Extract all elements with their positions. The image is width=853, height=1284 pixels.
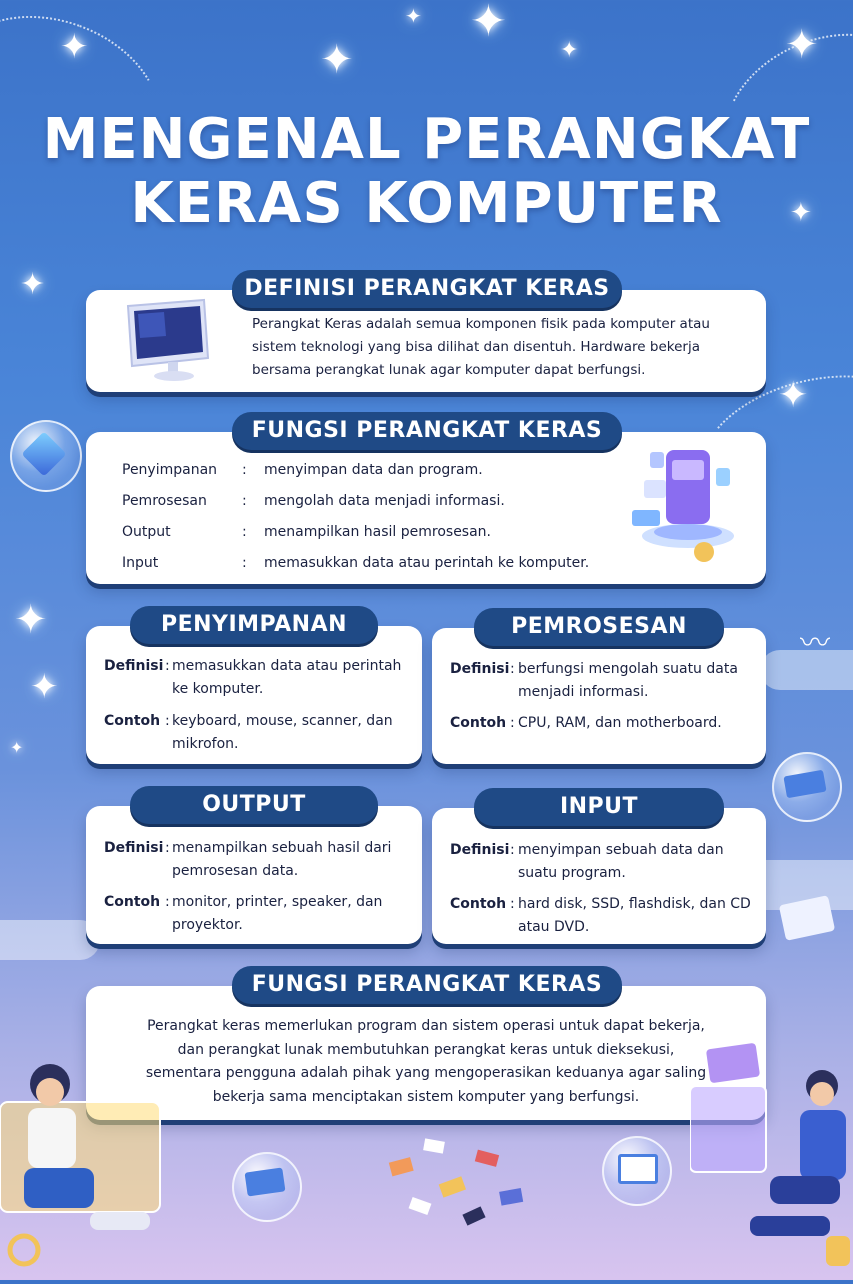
fungsi-row-label: Input <box>122 555 159 571</box>
definisi-value <box>172 655 412 701</box>
separator: : <box>165 658 170 674</box>
contoh-label: Contoh <box>450 715 507 731</box>
fungsi2-line: bekerja sama menciptakan sistem komputer yang berfungsi. <box>212 1088 640 1105</box>
definisi-value <box>518 658 758 704</box>
output-heading: OUTPUT <box>130 786 378 824</box>
contoh-line: proyektor. <box>172 917 243 933</box>
fungsi-row-value: memasukkan data atau perintah ke komputer. <box>264 555 590 571</box>
page-title-line2: KERAS KOMPUTER <box>130 171 723 236</box>
fungsi-row-label: Output <box>122 524 171 540</box>
definisi-line: berfungsi mengolah suatu data <box>518 661 738 677</box>
cloud-decoration <box>0 920 100 960</box>
sparkle-icon: ✦ <box>560 38 579 63</box>
fungsi-row-label: Pemrosesan <box>122 493 207 509</box>
fungsi2-line: dan perangkat lunak membutuhkan perangkat keras untuk dieksekusi, <box>177 1041 675 1058</box>
contoh-value <box>172 710 412 756</box>
monitor-icon <box>124 296 212 384</box>
sparkle-icon: ✦ <box>30 667 59 707</box>
sparkle-icon: ✦ <box>320 37 354 83</box>
data-dashboard-icon <box>630 440 740 580</box>
definisi-line: sistem teknologi yang bisa dilihat dan disentuh. Hardware bekerja <box>252 339 700 355</box>
bird-icon: 〰 <box>800 626 830 661</box>
definisi-label: Definisi <box>450 842 510 858</box>
definisi-line: pemrosesan data. <box>172 863 299 879</box>
contoh-line: CPU, RAM, dan motherboard. <box>518 715 722 731</box>
student-left-illustration <box>0 1062 200 1280</box>
definisi-value <box>172 837 412 883</box>
definisi-line: suatu program. <box>518 865 626 881</box>
contoh-line: monitor, printer, speaker, dan <box>172 894 383 910</box>
contoh-label: Contoh <box>104 894 161 910</box>
student-right-illustration <box>690 1066 853 1280</box>
definisi-line: Perangkat Keras adalah semua komponen fisik pada komputer atau <box>252 316 710 332</box>
penyimpanan-heading: PENYIMPANAN <box>130 606 378 644</box>
fungsi2-line: Perangkat keras memerlukan program dan sistem operasi untuk dapat bekerja, <box>147 1018 705 1034</box>
contoh-label: Contoh <box>104 713 161 729</box>
separator: : <box>165 840 170 856</box>
definisi-line: memasukkan data atau perintah <box>172 658 402 674</box>
sparkle-icon: ✦ <box>790 198 812 228</box>
definisi-line: menampilkan sebuah hasil dari <box>172 840 392 856</box>
fungsi-heading: FUNGSI PERANGKAT KERAS <box>232 412 622 450</box>
definisi-line: menjadi informasi. <box>518 684 649 700</box>
definisi-text <box>252 313 752 382</box>
definisi-line: ke komputer. <box>172 681 264 697</box>
contoh-line: mikrofon. <box>172 736 239 752</box>
separator: : <box>510 715 515 731</box>
contoh-line: keyboard, mouse, scanner, dan <box>172 713 393 729</box>
separator: : <box>510 896 515 912</box>
monitor-small-icon <box>618 1154 658 1184</box>
sparkle-icon: ✦ <box>14 597 48 643</box>
fungsi-row-value: menyimpan data dan program. <box>264 462 483 478</box>
fungsi2-line: sementara pengguna adalah pihak yang mengoperasikan keduanya agar saling <box>145 1065 707 1081</box>
definisi-line: bersama perangkat lunak agar komputer dapat berfungsi. <box>252 362 646 378</box>
fungsi-row-sep: : <box>242 462 247 478</box>
sparkle-icon: ✦ <box>60 27 89 67</box>
fungsi-row-sep: : <box>242 524 247 540</box>
sparkle-icon: ✦ <box>10 738 24 757</box>
page-title-line1: MENGENAL PERANGKAT <box>42 107 811 172</box>
separator: : <box>165 713 170 729</box>
separator: : <box>165 894 170 910</box>
definisi-label: Definisi <box>104 658 164 674</box>
contoh-value <box>518 712 758 735</box>
fungsi-row-label: Penyimpanan <box>122 462 218 478</box>
definisi-label: Definisi <box>104 840 164 856</box>
fungsi2-heading: FUNGSI PERANGKAT KERAS <box>232 966 622 1004</box>
sparkle-icon: ✦ <box>20 267 46 302</box>
contoh-line: hard disk, SSD, flashdisk, dan CD <box>518 896 751 912</box>
fungsi-row-value: menampilkan hasil pemrosesan. <box>264 524 492 540</box>
page-title <box>0 108 853 236</box>
pemrosesan-heading: PEMROSESAN <box>474 608 724 646</box>
fungsi-row-value: mengolah data menjadi informasi. <box>264 493 505 509</box>
definisi-label: Definisi <box>450 661 510 677</box>
flying-books-illustration <box>380 1130 540 1230</box>
definisi-heading: DEFINISI PERANGKAT KERAS <box>232 270 622 308</box>
separator: : <box>510 842 515 858</box>
sparkle-icon: ✦ <box>405 4 422 28</box>
definisi-value <box>518 839 758 885</box>
separator: : <box>510 661 515 677</box>
contoh-line: atau DVD. <box>518 919 590 935</box>
sparkle-icon: ✦ <box>470 0 507 47</box>
input-heading: INPUT <box>474 788 724 826</box>
fungsi-row-sep: : <box>242 493 247 509</box>
contoh-label: Contoh <box>450 896 507 912</box>
definisi-line: menyimpan sebuah data dan <box>518 842 724 858</box>
fungsi-row-sep: : <box>242 555 247 571</box>
sparkle-icon: ✦ <box>785 22 819 68</box>
contoh-value <box>172 891 412 937</box>
sparkle-icon: ✦ <box>778 375 809 416</box>
contoh-value <box>518 893 763 939</box>
